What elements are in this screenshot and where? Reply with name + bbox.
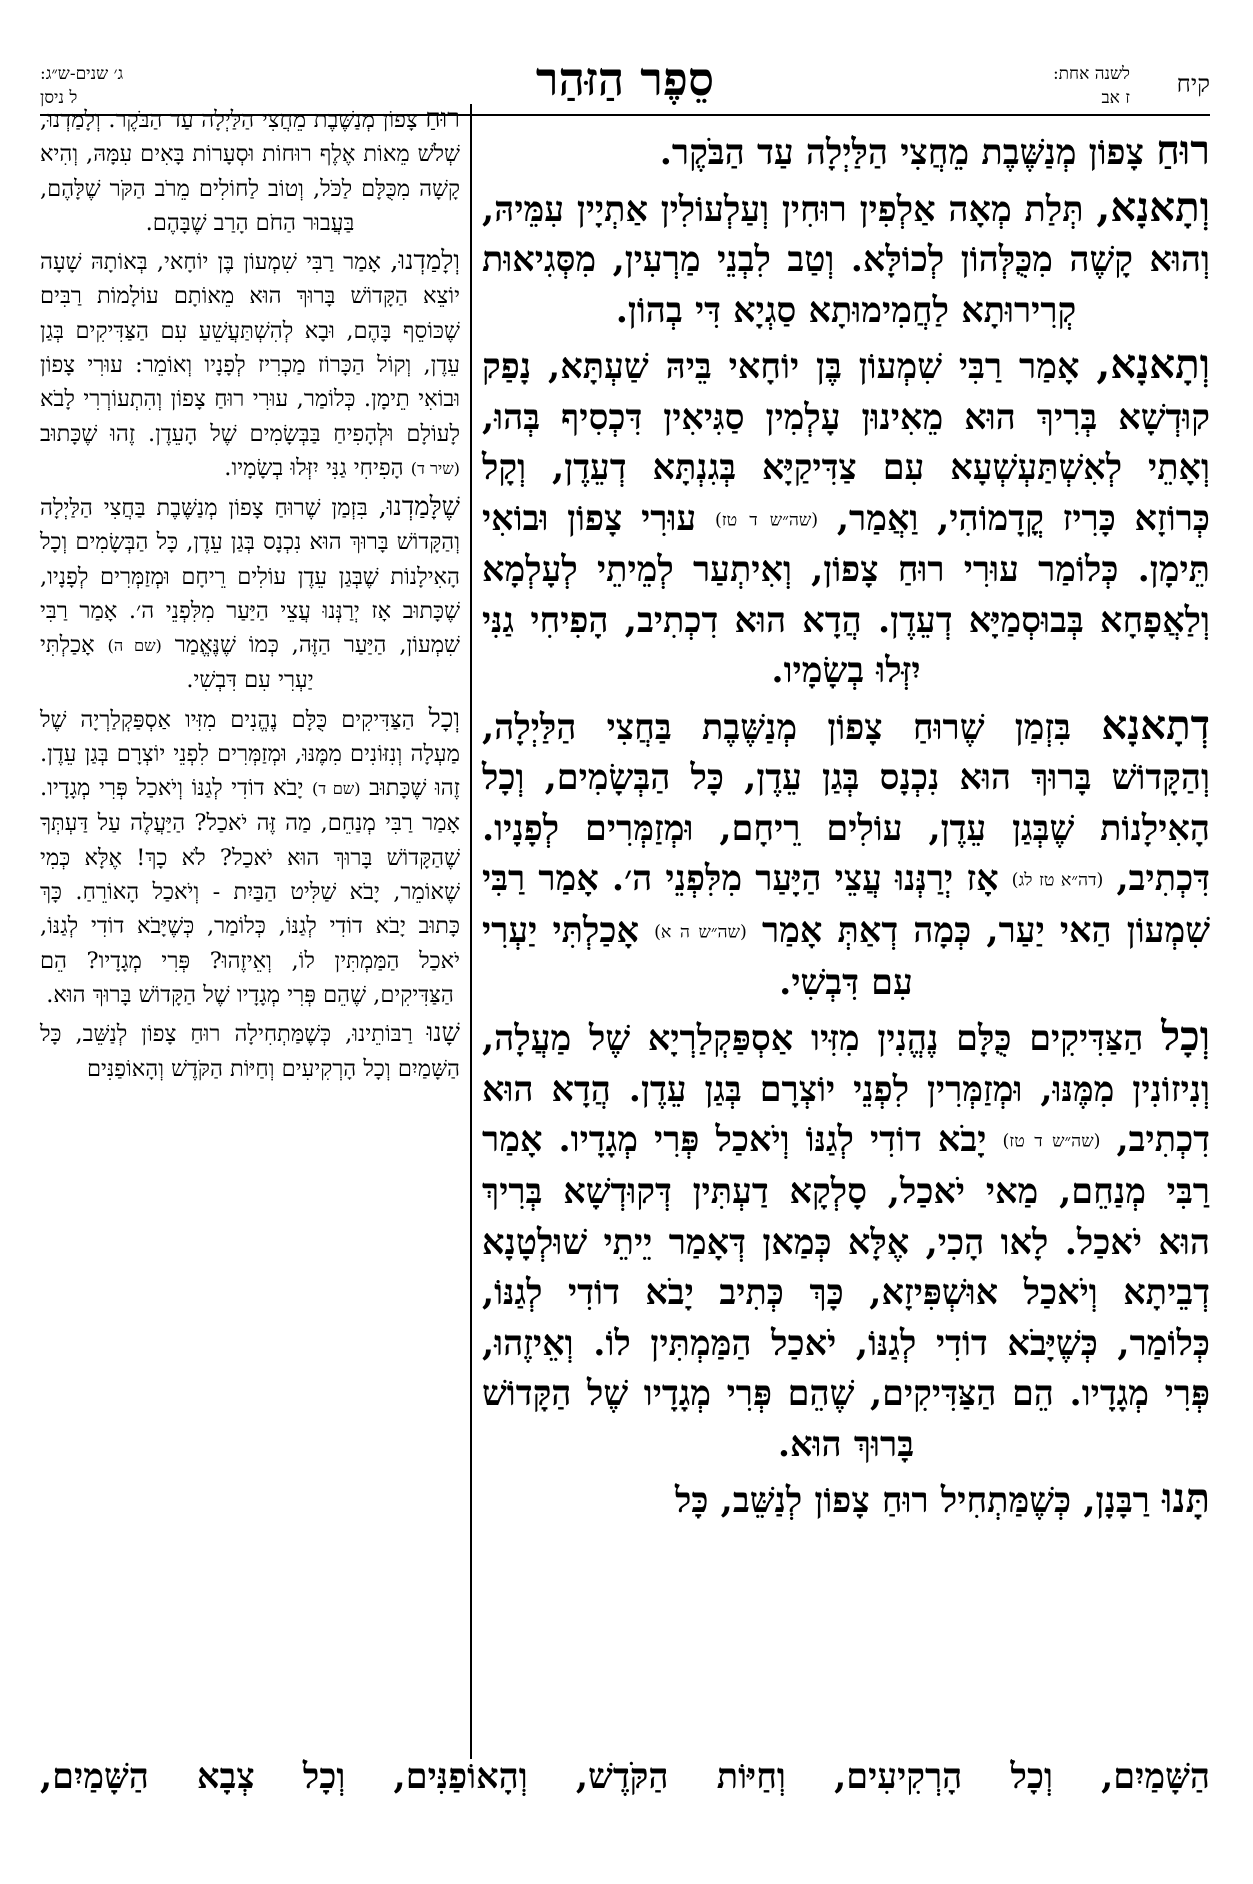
cycle-label: ג׳ שנים-ש״ג: xyxy=(40,64,124,84)
main-paragraph xyxy=(482,1012,1210,1470)
verse-reference: (שם ה) xyxy=(107,636,162,656)
opening-word: וְתָאנָא, xyxy=(1096,183,1210,231)
opening-word: רוּחַ xyxy=(425,104,460,134)
side-text: רוּחַ צָפוֹן מְנַשֶּׁבֶת מֵחֲצִי הַלַּיְלָה עַד הַבֹּקֶר. וְלָמַדְנוּ, שְׁלֹשׁ מֵאוֹת אֶלֶף רוּחוֹת וּסְעָרוֹת בָּאִים עִמָּהּ, וְהִיא קָשָׁה מִכֻּלָּם לַכֹּל, וְטוֹב לַחוֹלִים מֵרֹב הַקֹּר שֶׁלָּהֶם, בַּעֲבוּר הַחֹם הָרַב שֶׁבָּהֶם. xyxy=(40,104,460,236)
book-title: סֵפֶר הַזּהַר xyxy=(535,52,715,106)
main-text: אָז יְרַנְּנוּ עֲצֵי הַיָּעַר מִלִּפְנֵי ה׳. אָמַר רַבִּי שִׁמְעוֹן הַאי יַעַר, כְּמָה דְאַתְּ אָמַר xyxy=(482,858,1211,951)
main-text: וְתָאנָא, תְּלַת מְאָה אַלְפִין רוּחִין וְעַלְעוֹלִין אַתְיָין עִמֵּיהּ, וְהוּא קָשֶׁה מִכֻּלְּהוֹן לְכוֹלָּא. וְטַב לִבְנֵי מַרְעִין, מִסְּגִיאוּת קְרִירוּתָא לַחֲמִימוּתָא סַגְיָא דִּי בְהוֹן. xyxy=(482,183,1210,331)
verse-reference: (שה״ש ד טז) xyxy=(714,509,819,530)
main-paragraph xyxy=(482,340,1210,697)
side-text: וְכָל הַצַּדִּיקִים כֻּלָּם נֶהֱנִים מִזִּיו אַסְפַּקְלַרְיָה שֶׁל מַעְלָה וְנִזּוֹנִים מִמֶּנּוּ, וּמְזַמְּרִים לִפְנֵי יוֹצְרָם בְּגַן עֵדֶן. זֶהוּ שֶׁכָּתוּב xyxy=(40,703,460,802)
page-number: קיח xyxy=(1176,70,1210,98)
main-text: וְתָאנָא, אָמַר רַבִּי שִׁמְעוֹן בֶּן יוֹחָאי בֵּיהּ שַׁעְתָּא, נָפַק קוּדְשָׁא בְּרִיךְ הוּא מֵאִינוּן עָלְמִין סַגִּיאִין דִּכְסִיף בְּהוּ, וְאָתֵי לְאִשְׁתַּעְשְׁעָא עִם צַדִּיקַיָּא בְּגִנְתָּא דְעֵדֶן, וְקָל כְּרוֹזָא כָּרִיז קֳדָמוֹהִי, וַאֲמַר, xyxy=(482,341,1210,539)
opening-word: תָּנוּ xyxy=(1162,1475,1210,1522)
main-text: אָכַלְתִּי יַעְרִי עִם דִּבְשִׁי. xyxy=(482,910,913,1003)
main-text: דְתָאנָא בִּזְמַן שֶׁרוּחַ צָפוֹן מְנַשֶּׁבֶת בַּחֲצִי הַלַּיְלָה, וְהַקָּדוֹשׁ בָּרוּךְ הוּא נִכְנָס בְּגַן עֵדֶן, כָּל הַבְּשָׂמִים, וְכָל הָאִילָנוֹת שֶׁבְּגַן עֵדֶן, עוֹלִים רֵיחָם, וּמְזַמְּרִים לְפָנָיו. דִּכְתִיב, xyxy=(482,701,1211,900)
opening-word: וְכָל xyxy=(428,703,460,734)
side-paragraph xyxy=(40,490,460,698)
side-paragraph xyxy=(40,702,460,1013)
reading-plan-label: לשנה אחת: xyxy=(1052,64,1130,84)
opening-word: וְתָאנָא, xyxy=(1096,341,1210,388)
verse-reference: (שם ד) xyxy=(312,779,361,799)
main-paragraph xyxy=(482,701,1210,1009)
opening-word: וְכָל xyxy=(1161,1013,1210,1061)
main-text: וְכָל הַצַּדִּיקִים כֻּלָּם נֶהֱנִין מִזִּיו אַסְפַּקְלַרְיָא שֶׁל מַעֲלָה, וְנִיזוֹנִין מִמֶּנּוּ, וּמְזַמְּרִין לִפְנֵי יוֹצְרָם בְּגַן עֵדֶן. הֲדָא הוּא דִכְתִיב, xyxy=(482,1013,1211,1161)
side-text: יָבֹא דוֹדִי לְגַנּוֹ וְיֹאכַל פְּרִי מְגָדָיו. אָמַר רַבִּי מְנַחֵם, מַה זֶּה יֹאכַל? הַיַּעֲלֶה עַל דַּעְתְּךָ שֶׁהַקָּדוֹשׁ בָּרוּךְ הוּא יֹאכַל? לֹא כָךְ! אֶלָּא כְּמִי שֶׁאוֹמֵר, יָבֹא שַׁלִּיט הַבַּיִת - וְיֹאכַל הָאוֹרֵחַ. כָּךְ כָּתוּב יָבֹא דוֹדִי לְגַנּוֹ, כְּלוֹמַר, כְּשֶׁיָּבֹא דוֹדִי לְגַנּוֹ, יֹאכַל הַמַּמְתִּין לוֹ, וְאֵיזֶהוּ? פְּרִי מְגָדָיו? הֵם הַצַּדִּיקִים, שֶׁהֵם פְּרִי מְגָדָיו שֶׁל הַקָּדוֹשׁ בָּרוּךְ הוּא. xyxy=(40,775,460,1008)
cycle-date: ל ניסן xyxy=(40,88,78,108)
main-text: רוּחַ צָפוֹן מְנַשֶּׁבֶת מֵחֲצִי הַלַּיְלָה עַד הַבֹּקֶר. xyxy=(659,127,1210,174)
main-text: תָּנוּ רַבָּנָן, כְּשֶׁמַּתְחִיל רוּחַ צָפוֹן לְנַשֵּׁב, כָּל xyxy=(674,1475,1210,1522)
side-paragraph xyxy=(40,1016,460,1086)
main-paragraph xyxy=(482,1474,1210,1527)
verse-reference: (שיר ד) xyxy=(410,458,460,478)
opening-word: וְלָמַדְנוּ, xyxy=(390,246,460,277)
main-paragraph xyxy=(482,183,1210,337)
side-text: שָׁנוּ רַבּוֹתֵינוּ, כְּשֶׁמַּתְחִילָה רוּחַ צָפוֹן לְנַשֵּׁב, כָּל הַשָּׁמַיִם וְכָל הָרְקִיעִים וְחַיּוֹת הַקֹּדֶשׁ וְהָאוֹפַנִּים xyxy=(40,1018,460,1082)
verse-reference: (שה״ש ד טז) xyxy=(1002,1131,1101,1152)
opening-word: שָׁנוּ xyxy=(426,1018,460,1049)
side-paragraph xyxy=(40,244,460,486)
main-text-continuation: הַשָּׁמַיִם, וְכָל הָרְקִיעִים, וְחַיּוֹת הַקֹּדֶשׁ, וְהָאוֹפַנִּים, וְכָל צְבָא הַשָּׁמַיִם, xyxy=(40,1756,1210,1797)
side-paragraph xyxy=(40,102,460,240)
side-text: אָכַלְתִּי יַעְרִי עִם דִּבְשִׁי. xyxy=(40,632,314,694)
verse-reference: (שה״ש ה א) xyxy=(654,922,747,943)
side-text: הָפִיחִי גַנִּי יִזְּלוּ בְשָׂמָיו. xyxy=(224,454,411,481)
main-paragraph xyxy=(482,126,1210,179)
hebrew-translation-column xyxy=(40,102,460,1762)
verse-reference: (דה״א טז לג) xyxy=(1011,870,1104,891)
main-text: יָבֹא דוֹדִי לְגַנּוֹ וְיֹאכַל פְּרִי מְגָדָיו. אָמַר רַבִּי מְנַחֵם, מַאי יֹאכַל, סָלְקָא דַעְתִּין דְּקוּדְשָׁא בְּרִיךְ הוּא יֹאכַל. לָאו הָכִי, אֶלָּא כְּמַאן דְּאָמַר יֵיתֵי שׁוּלְטָנָא דְבֵיתָא וְיֹאכַל אוּשְׁפִּיזָא, כָּךְ כְּתִיב יָבֹא דוֹדִי לְגַנּוֹ, כְּלוֹמַר, כְּשֶׁיָּבֹא דוֹדִי לְגַנּוֹ, יֹאכַל הַמַּמְתִּין לוֹ. וְאֵיזֶהוּ, פְּרִי מְגָדָיו. הֵם הַצַּדִּיקִים, שֶׁהֵם פְּרִי מְגָדָיו שֶׁל הַקָּדוֹשׁ בָּרוּךְ הוּא. xyxy=(482,1119,1210,1465)
opening-word: דְתָאנָא xyxy=(1101,701,1210,749)
reading-plan-date: ז אב xyxy=(1101,88,1130,108)
aramaic-text-column xyxy=(482,126,1210,1751)
side-text: וְלָמַדְנוּ, אָמַר רַבִּי שִׁמְעוֹן בֶּן יוֹחָאי, בְּאוֹתָהּ שָׁעָה יוֹצֵא הַקָּדוֹשׁ בָּרוּךְ הוּא מֵאוֹתָם עוֹלָמוֹת רַבִּים שֶׁכּוֹסֵף בָּהֶם, וּבָא לְהִשְׁתַּעֲשֵׁעַ עִם הַצַּדִּיקִים בְּגַן עֵדֶן, וְקוֹל הַכָּרוֹז מַכְרִיז לְפָנָיו וְאוֹמֵר: עוּרִי צָפוֹן וּבוֹאִי תֵימָן. כְּלוֹמַר, עוּרִי רוּחַ צָפוֹן וְהִתְעוֹרְרִי לָבֹא לָעוֹלָם וּלְהָפִיחַ בַּבְּשָׂמִים שֶׁל הָעֵדֶן. זֶהוּ שֶׁכָּתוּב xyxy=(40,246,460,447)
opening-word: רוּחַ xyxy=(1156,127,1210,174)
main-text: עוּרִי צָפוֹן וּבוֹאִי תֵּימָן. כְּלוֹמַר עוּרִי רוּחַ צָפוֹן, וְאִיתְעַר לְמֵיתֵי לְעָלְמָא וְלַאֲפָחָא בְּבוּסְמַיָּא דְעֵדֶן. הֲדָא הוּא דִכְתִיב, הָפִיחִי גַנִּי יִזְּלוּ בְשָׂמָיו. xyxy=(482,497,1210,692)
column-divider xyxy=(470,104,472,1759)
side-text: שֶׁלָּמַדְנוּ, בִּזְמַן שֶׁרוּחַ צָפוֹן מְנַשֶּׁבֶת בַּחֲצִי הַלַּיְלָה וְהַקָּדוֹשׁ בָּרוּךְ הוּא נִכְנָס בְּגַן עֵדֶן, כָּל הַבְּשָׂמִים וְכָל הָאִילָנוֹת שֶׁבְּגַן עֵדֶן עוֹלִים רֵיחָם וּמְזַמְּרִים לְפָנָיו, שֶׁכָּתוּב אָז יְרַנְּנוּ עֲצֵי הַיַּעַר מִלִּפְנֵי ה׳. אָמַר רַבִּי שִׁמְעוֹן, הַיַּעַר הַזֶּה, כְּמוֹ שֶׁנֶּאֱמַר xyxy=(40,492,460,659)
opening-word: שֶׁלָּמַדְנוּ, xyxy=(378,492,460,523)
